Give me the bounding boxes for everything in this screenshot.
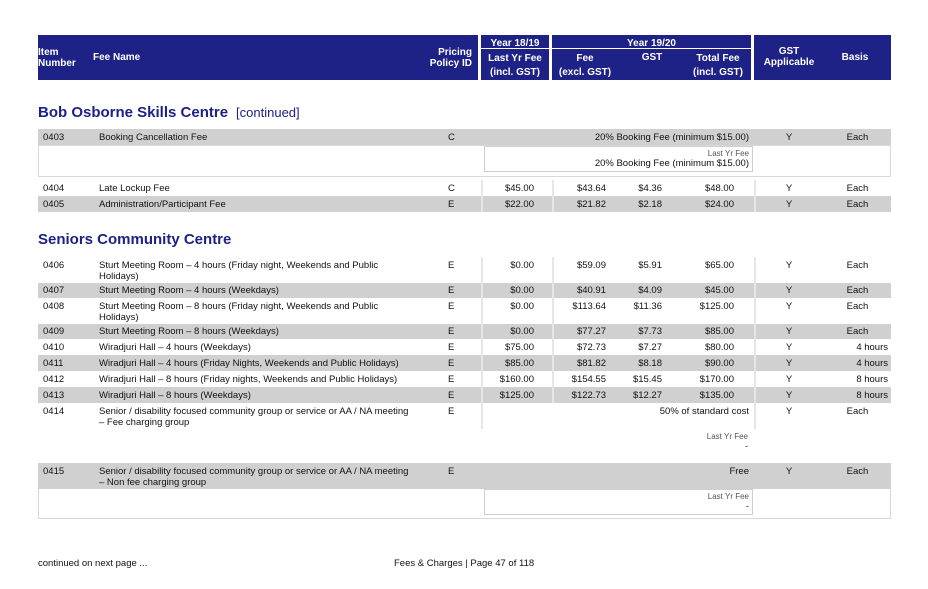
fee-excl: $113.64 [572,301,606,312]
fee-excl: $43.64 [576,183,606,194]
basis: Each [846,406,869,417]
span-fee-text: 50% of standard cost [659,406,749,417]
total-fee: $80.00 [704,342,734,353]
last-yr-text: 20% Booking Fee (minimum $15.00) [594,158,749,169]
total-fee: $90.00 [704,358,734,369]
section-title-bob-osborne [38,104,300,121]
item-number: 0405 [43,199,65,210]
gst-applicable: Y [785,260,793,271]
header-item-number [38,47,76,69]
col-sep [481,403,483,429]
policy-id: E [448,466,455,477]
fee-name: Late Lockup Fee [99,183,170,194]
gst-applicable: Y [785,358,793,369]
policy-id: E [448,342,455,353]
total-fee: $48.00 [704,183,734,194]
total-fee: $45.00 [704,285,734,296]
fee-excl: $81.82 [576,358,606,369]
gst-applicable: Y [785,466,793,477]
header-last-yr-line1: Last Yr Fee [488,53,542,64]
policy-id: E [448,390,455,401]
table-row [38,339,891,355]
gst-applicable: Y [785,390,793,401]
col-sep [754,403,756,429]
fee-name: Wiradjuri Hall – 8 hours (Friday nights, Weekends and Public Holidays) [99,374,398,385]
fee-name: Sturt Meeting Room – 8 hours (Weekdays) [99,326,279,337]
last-yr-fee: $85.00 [504,358,534,369]
header-gst-app-line2: Applicable [763,57,815,68]
footer-page-number: Fees & Charges | Page 47 of 118 [394,558,535,569]
gst-amount: $8.18 [638,358,662,369]
last-yr-fee: $125.00 [499,390,534,401]
header-gst: GST [641,52,663,63]
col-sep [552,180,554,212]
row-note-0415 [38,489,891,519]
policy-id: E [448,406,455,417]
fee-name: Senior / disability focused community group or service or AA / NA meeting – Non fee charging group [99,466,409,488]
policy-id: E [448,301,455,312]
col-sep [754,257,756,403]
fee-name: Wiradjuri Hall – 4 hours (Friday Nights, Weekends and Public Holidays) [99,358,399,369]
header-basis: Basis [841,52,869,63]
table-row [38,371,891,387]
last-yr-box-0414 [484,429,751,453]
gst-applicable: Y [785,406,793,417]
section-suffix: [continued] [236,105,300,120]
basis: 8 hours [856,390,888,401]
last-yr-label: Last Yr Fee [707,492,749,501]
last-yr-fee: $0.00 [510,285,534,296]
table-row [38,257,891,283]
policy-id: E [448,374,455,385]
item-number: 0412 [43,374,65,385]
fee-name: Sturt Meeting Room – 4 hours (Weekdays) [99,285,279,296]
gst-amount: $15.45 [632,374,662,385]
footer-continued: continued on next page ... [38,558,148,569]
col-sep [754,180,756,212]
last-yr-fee: $75.00 [504,342,534,353]
table-row [38,283,891,298]
total-fee: $24.00 [704,199,734,210]
gst-applicable: Y [785,285,793,296]
col-sep [481,257,483,403]
span-fee-text: Free [729,466,749,477]
span-fee-text: 20% Booking Fee (minimum $15.00) [594,132,749,143]
header-total-fee [684,52,752,80]
header-total-line2: (incl. GST) [693,67,743,78]
gst-applicable: Y [785,374,793,385]
policy-id: E [448,260,455,271]
item-number: 0415 [43,466,65,477]
gst-amount: $2.18 [638,199,662,210]
table-row [38,298,891,324]
last-yr-box-0415 [484,489,753,515]
item-number: 0410 [43,342,65,353]
last-yr-fee: $0.00 [510,301,534,312]
last-yr-box-0403 [484,146,753,172]
basis: 4 hours [856,342,888,353]
item-number: 0413 [43,390,65,401]
header-item-number-line1: Item [38,47,59,58]
fee-name: Senior / disability focused community group or service or AA / NA meeting – Fee charging group [99,406,409,428]
header-fee-line2: (excl. GST) [558,67,612,78]
header-year-last: Year 18/19 [490,38,540,49]
table-row [38,180,891,196]
gst-amount: $4.36 [638,183,662,194]
last-yr-fee: $22.00 [504,199,534,210]
last-yr-text: - [745,441,748,451]
last-yr-fee: $45.00 [504,183,534,194]
last-yr-label: Last Yr Fee [706,432,748,441]
table-row [38,463,891,489]
policy-id: E [448,326,455,337]
item-number: 0414 [43,406,65,417]
last-yr-fee: $160.00 [499,374,534,385]
basis: Each [846,199,869,210]
header-year-this: Year 19/20 [627,38,676,49]
fee-excl: $21.82 [576,199,606,210]
basis: Each [846,326,869,337]
fee-excl: $154.55 [571,374,606,385]
table-row [38,324,891,339]
basis: Each [846,466,869,477]
col-sep [481,180,483,212]
fee-excl: $59.09 [576,260,606,271]
table-row [38,387,891,403]
header-pricing-line2: Policy ID [429,58,472,69]
policy-id: E [448,199,455,210]
gst-applicable: Y [785,342,793,353]
gst-applicable: Y [785,132,793,143]
header-fee [552,52,618,80]
header-last-yr-fee [481,52,549,80]
item-number: 0404 [43,183,65,194]
gst-amount: $11.36 [633,301,662,312]
item-number: 0407 [43,285,65,296]
table-row [38,196,891,212]
header-pricing-line1: Pricing [438,47,472,58]
header-pricing-policy [426,47,472,69]
basis: Each [846,301,869,312]
header-gst-app-line1: GST [778,46,800,57]
col-sep [552,257,554,403]
last-yr-text: - [746,501,749,511]
total-fee: $85.00 [704,326,734,337]
fee-name: Sturt Meeting Room – 4 hours (Friday night, Weekends and Public Holidays) [99,260,379,282]
gst-applicable: Y [785,301,793,312]
table-row [38,129,891,145]
row-note-0403 [38,145,891,177]
policy-id: E [448,358,455,369]
fee-name: Wiradjuri Hall – 8 hours (Weekdays) [99,390,251,401]
section-title-text: Seniors Community Centre [38,231,232,248]
basis: Each [846,183,869,194]
item-number: 0411 [43,358,64,369]
total-fee: $135.00 [699,390,734,401]
total-fee: $125.00 [699,301,734,312]
fee-excl: $40.91 [576,285,606,296]
fee-excl: $72.73 [576,342,606,353]
header-total-line1: Total Fee [696,53,740,64]
item-number: 0409 [43,326,65,337]
table-row [38,355,891,371]
section-title-text: Bob Osborne Skills Centre [38,104,229,121]
gst-amount: $7.27 [638,342,662,353]
item-number: 0406 [43,260,65,271]
fee-name: Administration/Participant Fee [99,199,226,210]
table-row [38,403,891,461]
fee-name: Wiradjuri Hall – 4 hours (Weekdays) [99,342,251,353]
policy-id: C [448,132,455,143]
fee-name: Sturt Meeting Room – 8 hours (Friday night, Weekends and Public Holidays) [99,301,379,323]
header-fee-line1: Fee [576,53,594,64]
last-yr-label: Last Yr Fee [707,149,749,158]
gst-applicable: Y [785,326,793,337]
basis: Each [846,132,869,143]
last-yr-fee: $0.00 [510,326,534,337]
last-yr-fee: $0.00 [510,260,534,271]
fee-excl: $77.27 [576,326,606,337]
header-item-number-line2: Number [38,58,76,69]
policy-id: E [448,285,455,296]
basis: 4 hours [856,358,888,369]
policy-id: C [448,183,455,194]
section-title-seniors [38,231,231,248]
gst-amount: $12.27 [632,390,662,401]
header-fee-name: Fee Name [93,52,141,63]
gst-applicable: Y [785,183,793,194]
basis: Each [846,260,869,271]
gst-amount: $4.09 [638,285,662,296]
item-number: 0408 [43,301,65,312]
fee-excl: $122.73 [571,390,606,401]
basis: Each [846,285,869,296]
basis: 8 hours [856,374,888,385]
total-fee: $170.00 [699,374,734,385]
gst-amount: $7.73 [638,326,662,337]
item-number: 0403 [43,132,65,143]
fee-name: Booking Cancellation Fee [99,132,208,143]
header-last-yr-line2: (incl. GST) [490,67,540,78]
total-fee: $65.00 [704,260,734,271]
gst-applicable: Y [785,199,793,210]
header-gst-applicable [754,46,824,68]
gst-amount: $5.91 [638,260,662,271]
